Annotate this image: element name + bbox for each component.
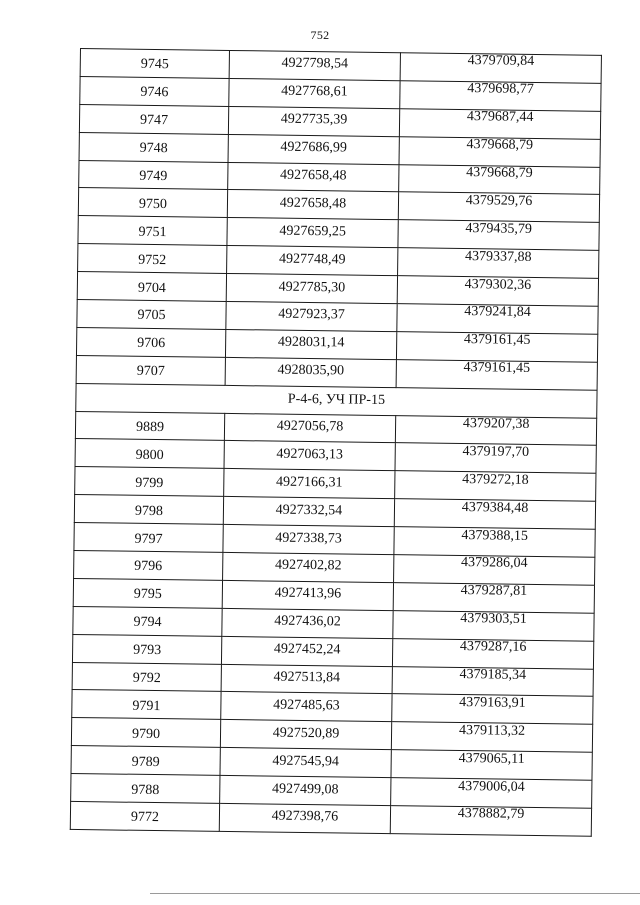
x-coordinate-cell-text: 4927166,31 [275,474,343,491]
point-id-cell [79,160,228,190]
y-coordinate-cell-text: 4379668,79 [466,165,533,181]
x-coordinate-cell [221,636,392,666]
y-coordinate-cell-text: 4379529,76 [465,192,533,209]
point-id-cell [76,327,225,357]
y-coordinate-cell-text: 4379303,51 [460,611,527,628]
point-id-cell [80,49,229,79]
y-coordinate-cell [397,304,598,335]
y-coordinate-cell [395,471,596,502]
y-coordinate-cell-text: 4379113,32 [459,722,526,739]
y-coordinate-cell-text: 4379197,70 [462,443,530,460]
y-coordinate-cell-text: 4379687,44 [466,109,534,126]
point-id-cell [75,467,224,497]
x-coordinate-cell-text: 4927545,94 [272,753,340,770]
y-coordinate-cell [394,555,595,586]
point-id-cell [78,188,227,218]
point-id-cell [73,606,222,636]
x-coordinate-cell-text: 4927520,89 [272,725,340,742]
point-id-cell [71,746,220,776]
table-row [70,801,591,836]
y-coordinate-cell-text: 4379272,18 [462,471,529,488]
point-id-cell [79,104,228,134]
point-id-cell-text: 9707 [136,364,165,380]
x-coordinate-cell-text: 4927338,73 [275,530,342,547]
x-coordinate-cell-text: 4928031,14 [277,334,345,351]
x-coordinate-cell [224,441,395,471]
point-id-cell [75,411,224,441]
y-coordinate-cell [394,499,595,530]
point-id-cell-text: 9746 [140,85,169,101]
y-coordinate-cell [391,722,592,753]
y-coordinate-cell-text: 4379286,04 [460,555,528,572]
table-body-group-a [76,49,601,390]
x-coordinate-cell [222,580,393,610]
point-id-cell [72,634,221,664]
section-title: Р-4-6, УЧ ПР-15 [76,383,597,418]
x-coordinate-cell [223,525,394,555]
x-coordinate-cell-text: 4927658,48 [280,167,347,184]
coordinates-table [70,48,602,837]
y-coordinate-cell [392,694,593,725]
point-id-cell [75,439,224,469]
x-coordinate-cell [226,274,397,304]
y-coordinate-cell-text: 4379065,11 [458,750,525,767]
x-coordinate-cell-text: 4927659,25 [279,223,346,240]
point-id-cell [74,550,223,580]
y-coordinate-cell-text: 4379163,91 [459,694,526,711]
page-number: 752 [310,28,330,42]
x-coordinate-cell [220,720,391,750]
x-coordinate-cell-text: 4927748,49 [278,251,346,268]
y-coordinate-cell [398,220,599,251]
x-coordinate-cell-text: 4927413,96 [274,585,342,602]
point-id-cell-text: 9749 [139,168,168,185]
x-coordinate-cell [227,246,398,276]
point-id-cell-text: 9792 [132,670,161,687]
y-coordinate-cell [396,332,597,363]
point-id-cell [74,495,223,525]
x-coordinate-cell [226,301,397,331]
y-coordinate-cell [397,276,598,307]
y-coordinate-cell-text: 4379287,16 [459,639,527,656]
x-coordinate-cell [224,413,395,443]
x-coordinate-cell [224,469,395,499]
scan-edge-line [150,893,640,894]
y-coordinate-cell-text: 4379161,45 [463,332,531,349]
point-id-cell-text: 9791 [132,698,161,715]
point-id-cell [78,216,227,246]
x-coordinate-cell [228,162,399,192]
y-coordinate-cell-text: 4379302,36 [464,276,532,293]
coordinates-table-wrapper [70,48,600,837]
y-coordinate-cell [399,108,600,139]
point-id-cell-text: 9789 [131,754,160,770]
point-id-cell [78,244,227,274]
x-coordinate-cell [219,803,390,833]
x-coordinate-cell-text: 4927735,39 [280,111,348,128]
point-id-cell-text: 9772 [130,810,160,826]
y-coordinate-cell [391,750,592,781]
x-coordinate-cell-text: 4927398,76 [271,809,339,825]
x-coordinate-cell-text: 4927436,02 [274,613,341,630]
x-coordinate-cell-text: 4927513,84 [273,669,341,686]
x-coordinate-cell [229,78,400,108]
point-id-cell-text: 9796 [134,559,163,575]
y-coordinate-cell-text: 4379384,48 [461,499,529,516]
x-coordinate-cell [222,608,393,638]
y-coordinate-cell [393,583,594,614]
point-id-cell-text: 9800 [135,447,164,464]
y-coordinate-cell-text: 4379207,38 [462,416,530,432]
point-id-cell-text: 9748 [139,140,168,157]
x-coordinate-cell-text: 4927923,37 [278,307,345,323]
x-coordinate-cell [227,190,398,220]
point-id-cell-text: 9797 [134,531,163,547]
point-id-cell-text: 9747 [139,113,169,129]
point-id-cell-text: 9705 [137,308,166,324]
y-coordinate-cell [398,192,599,223]
table-body-group-b [70,411,596,836]
x-coordinate-cell [225,329,396,359]
point-id-cell [70,801,219,831]
x-coordinate-cell-text: 4928035,90 [277,362,345,379]
point-id-cell-text: 9795 [133,587,162,603]
x-coordinate-cell [228,106,399,136]
point-id-cell [79,132,228,162]
point-id-cell-text: 9745 [140,57,169,73]
y-coordinate-cell-text: 4379161,45 [463,360,531,377]
point-id-cell [71,774,220,804]
x-coordinate-cell-text: 4927452,24 [273,641,341,658]
y-coordinate-cell-text: 4379287,81 [460,583,528,600]
x-coordinate-cell-text: 4927686,99 [280,139,348,156]
point-id-cell-text: 9706 [137,336,166,352]
y-coordinate-cell [400,81,601,112]
x-coordinate-cell-text: 4927402,82 [274,558,342,574]
x-coordinate-cell-text: 4927332,54 [275,502,343,519]
x-coordinate-cell [221,664,392,694]
y-coordinate-cell [395,443,596,474]
y-coordinate-cell-text: 4379435,79 [465,220,533,237]
point-id-cell-text: 9750 [138,196,168,213]
x-coordinate-cell [223,497,394,527]
x-coordinate-cell [223,552,394,582]
point-id-cell [76,355,225,385]
x-coordinate-cell [228,134,399,164]
y-coordinate-cell [394,527,595,558]
point-id-cell-text: 9794 [133,614,162,631]
y-coordinate-cell [390,806,591,837]
x-coordinate-cell [220,776,391,806]
point-id-cell [77,272,226,302]
x-coordinate-cell-text: 4927485,63 [273,697,340,714]
point-id-cell [77,300,226,330]
point-id-cell [71,718,220,748]
x-coordinate-cell [221,692,392,722]
point-id-cell-text: 9752 [138,252,167,268]
y-coordinate-cell [399,164,600,195]
point-id-cell-text: 9799 [135,475,164,491]
y-coordinate-cell-text: 4379185,34 [459,667,527,683]
y-coordinate-cell [392,638,593,669]
y-coordinate-cell-text: 4379709,84 [467,53,535,70]
x-coordinate-cell-text: 4927658,48 [279,195,347,212]
y-coordinate-cell [398,248,599,279]
y-coordinate-cell-text: 4379006,04 [458,778,525,795]
point-id-cell [72,662,221,692]
point-id-cell-text: 9788 [131,782,160,798]
y-coordinate-cell-text: 4379337,88 [464,248,532,265]
y-coordinate-cell-text: 4379388,15 [461,527,528,544]
point-id-cell-text: 9751 [138,224,167,240]
y-coordinate-cell [393,610,594,641]
point-id-cell-text: 9798 [134,503,164,519]
x-coordinate-cell-text: 4927768,61 [281,83,348,100]
x-coordinate-cell [227,218,398,248]
y-coordinate-cell [399,136,600,167]
point-id-cell-text: 9704 [137,280,166,296]
y-coordinate-cell-text: 4378882,79 [457,806,525,823]
x-coordinate-cell-text: 4927798,54 [281,56,349,72]
y-coordinate-cell [392,666,593,697]
x-coordinate-cell-text: 4927499,08 [271,781,339,798]
x-coordinate-cell-text: 4927063,13 [276,446,344,463]
point-id-cell-text: 9793 [133,642,162,659]
y-coordinate-cell [396,359,597,390]
point-id-cell [72,690,221,720]
y-coordinate-cell-text: 4379698,77 [467,81,534,98]
point-id-cell-text: 9889 [135,419,165,436]
point-id-cell [73,578,222,608]
x-coordinate-cell [220,748,391,778]
x-coordinate-cell [225,357,396,387]
x-coordinate-cell [229,50,400,80]
point-id-cell-text: 9790 [131,726,161,742]
point-id-cell [80,76,229,106]
y-coordinate-cell-text: 4379668,79 [466,137,534,154]
y-coordinate-cell [391,778,592,809]
x-coordinate-cell-text: 4927785,30 [278,279,346,296]
point-id-cell [74,523,223,553]
y-coordinate-cell-text: 4379241,84 [464,304,531,321]
y-coordinate-cell [395,415,596,446]
x-coordinate-cell-text: 4927056,78 [276,418,344,435]
y-coordinate-cell [400,53,601,84]
